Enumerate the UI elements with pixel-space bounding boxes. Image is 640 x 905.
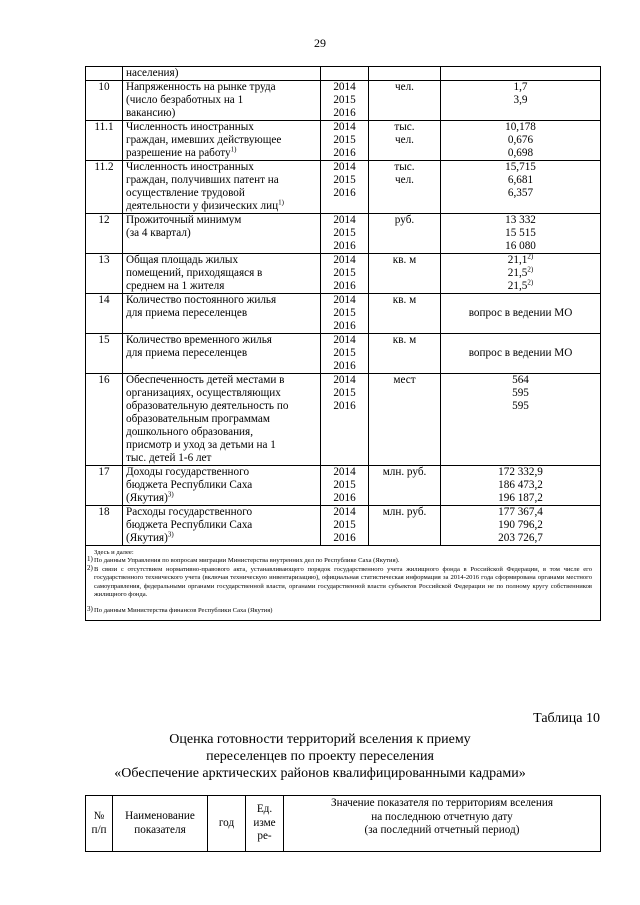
unit: кв. м (369, 254, 441, 294)
row-number: 15 (86, 334, 123, 374)
header-name: Наименование показателя (113, 796, 208, 852)
header-unit: Ед. изме ре- (246, 796, 284, 852)
values: 15,715 6,681 6,357 (441, 161, 601, 214)
table-10-title-line: «Обеспечение арктических районов квалифицированными кадрами» (114, 766, 526, 781)
indicator-name: Количество постоянного жилья для приема переселенцев (123, 294, 321, 334)
row-number: 17 (86, 466, 123, 506)
years: 2014 2015 2016 (321, 254, 369, 294)
years: 2014 2015 2016 (321, 81, 369, 121)
indicator-name: Расходы государственного бюджета Республики Саха (Якутия)$^{3)}$ (123, 506, 321, 546)
indicator-name: Количество временного жилья для приема переселенцев (123, 334, 321, 374)
footnotes: Здесь и далее: 1) По данным Управления по вопросам миграции Министерства внутренних дел по Республике Саха (Якутия). 2) В связи с отсутствием нормативно-правового акта, устанавливающего порядок государственного учета жилищного фонда в Российской Федерации, в том числе его государственного технического учета (включая техническую инвентаризацию), официальная статистическая информация за 2014-2016 года сформирована органами местного самоуправления, федеральными органами государственной власти, органами государственной власти субъектов Российской Федерации не по полному кругу собственников жилищного фонда. 3) По данным Министерства финансов Республики Саха (Якутия) (86, 546, 601, 621)
row-number: 12 (86, 214, 123, 254)
footnote: 3) По данным Министерства финансов Республики Саха (Якутия) (87, 605, 273, 615)
notes-row (86, 546, 601, 621)
unit: кв. м (369, 294, 441, 334)
table-row (86, 506, 601, 546)
values: 172 332,9 186 473,2 196 187,2 (441, 466, 601, 506)
values: вопрос в ведении МО (441, 334, 601, 374)
values (441, 67, 601, 81)
table-row (86, 254, 601, 294)
years (321, 67, 369, 81)
values: 177 367,4 190 796,2 203 726,7 (441, 506, 601, 546)
values: 10,178 0,676 0,698 (441, 121, 601, 161)
table-row (86, 161, 601, 214)
table-row (86, 294, 601, 334)
unit: тыс. чел. (369, 121, 441, 161)
years: 2014 2015 2016 (321, 374, 369, 466)
indicators-table (85, 66, 601, 621)
row-number (86, 67, 123, 81)
years: 2014 2015 2016 (321, 506, 369, 546)
table-row (86, 334, 601, 374)
row-number: 13 (86, 254, 123, 294)
values: 564 595 595 (441, 374, 601, 466)
row-number: 11.1 (86, 121, 123, 161)
page-number: 29 (314, 36, 326, 50)
years: 2014 2015 2016 (321, 161, 369, 214)
table-10-label: Таблица 10 (533, 711, 600, 726)
table-row (86, 214, 601, 254)
values: 13 332 15 515 16 080 (441, 214, 601, 254)
indicator-name: Доходы государственного бюджета Республики Саха (Якутия)$^{3)}$ (123, 466, 321, 506)
indicator-name: Численность иностранных граждан, имевших действующее разрешение на работу$^{1)}$ (123, 121, 321, 161)
unit: чел. (369, 81, 441, 121)
years: 2014 2015 2016 (321, 294, 369, 334)
table-10-title (0, 731, 640, 782)
indicator-name: Общая площадь жилых помещений, приходящаяся в среднем на 1 жителя (123, 254, 321, 294)
unit (369, 67, 441, 81)
table-10-header (85, 795, 601, 852)
row-number: 14 (86, 294, 123, 334)
unit: мест (369, 374, 441, 466)
indicator-name: Обеспеченность детей местами в организациях, осуществляющих образовательную деятельность по образовательным программам дошкольного образования, присмотр и уход за детьми на 1 тыс. детей 1-6 лет (123, 374, 321, 466)
table-row (86, 67, 601, 81)
row-number: 16 (86, 374, 123, 466)
values: вопрос в ведении МО (441, 294, 601, 334)
row-number: 18 (86, 506, 123, 546)
unit: млн. руб. (369, 506, 441, 546)
header-num: № п/п (86, 796, 113, 852)
row-number: 11.2 (86, 161, 123, 214)
header-value: Значение показателя по территориям вселения на последнюю отчетную дату (за последний отчетный период) (284, 796, 601, 852)
values: 21,1$^{2)}$ 21,5$^{2)}$ 21,5$^{2)}$ (441, 254, 601, 294)
indicator-name: Прожиточный минимум (за 4 квартал) (123, 214, 321, 254)
years: 2014 2015 2016 (321, 466, 369, 506)
indicator-name: населения) (123, 67, 321, 81)
years: 2014 2015 2016 (321, 121, 369, 161)
years: 2014 2015 2016 (321, 334, 369, 374)
values: 1,7 3,9 (441, 81, 601, 121)
indicator-name: Напряженность на рынке труда (число безработных на 1 вакансию) (123, 81, 321, 121)
years: 2014 2015 2016 (321, 214, 369, 254)
table-10-title-line: Оценка готовности территорий вселения к приему (169, 732, 471, 747)
table-row (86, 81, 601, 121)
unit: тыс. чел. (369, 161, 441, 214)
unit: кв. м (369, 334, 441, 374)
footnote: 2) В связи с отсутствием нормативно-правового акта, устанавливающего порядок государственного учета жилищного фонда в Российской Федерации, в том числе его государственного технического учета (включая техническую инвентаризацию), официальная статистическая информация за 2014-2016 года сформирована органами местного самоуправления, федеральными органами государственной власти, органами государственной власти субъектов Российской Федерации не по полному кругу собственников жилищного фонда. (87, 563, 592, 599)
header-year: год (208, 796, 246, 852)
unit: руб. (369, 214, 441, 254)
row-number: 10 (86, 81, 123, 121)
table-10-title-line: переселенцев по проекту переселения (206, 749, 434, 764)
unit: млн. руб. (369, 466, 441, 506)
indicator-name: Численность иностранных граждан, получивших патент на осуществление трудовой деятельности у физических лиц$^{1)}$ (123, 161, 321, 214)
table-row (86, 374, 601, 466)
table-row (86, 466, 601, 506)
table-row (86, 121, 601, 161)
footnote: 1) По данным Управления по вопросам миграции Министерства внутренних дел по Республике Саха (Якутия). (87, 555, 400, 565)
